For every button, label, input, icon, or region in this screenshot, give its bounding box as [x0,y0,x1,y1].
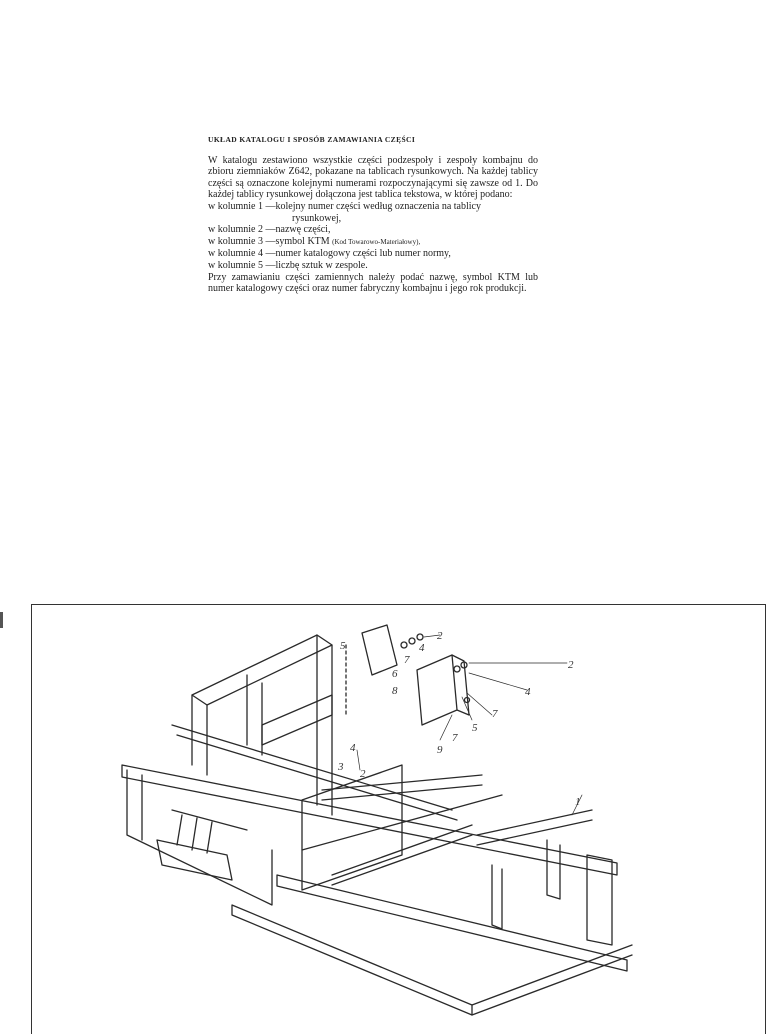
cross-bar-3 [477,810,592,845]
column-4-lead: w kolumnie 4 — [208,248,276,260]
callout-2-mid: 2 [360,768,366,780]
frame-drawing [32,605,766,1034]
column-5-line [208,260,538,272]
callout-6: 6 [392,668,398,680]
column-4-line [208,248,538,260]
callout-9: 9 [437,744,443,756]
intro-paragraph: W katalogu zestawiono wszystkie części podzespoły i zespoły kombajnu do zbioru ziemniaków Z642, pokazane na tablicach rysunkowych. Na każdej tablicy części są oznaczone kolejnymi numerami rozpoczynającymi się zawsze od 1. Do każdej tablicy rysunkowej dołączona jest tablica tekstowa, w której podano: [208,154,538,201]
callout-7-right: 7 [492,708,498,720]
catalog-text [208,134,538,295]
callout-5-top: 5 [340,640,346,652]
step-rungs [177,815,212,853]
closing-paragraph: Przy zamawianiu części zamiennych należy podać nazwę, symbol KTM lub numer katalogowy części oraz numer fabryczny kombajnu i jego rok produkcji. [208,271,538,295]
column-5-lead: w kolumnie 5 — [208,259,276,271]
column-1-lead: w kolumnie 1 — [208,200,276,212]
leader-lines [357,635,567,770]
rail-cross-front-top [472,945,632,1005]
washer-1 [401,642,407,648]
column-4-desc: numer katalogowy części lub numer normy, [275,248,451,260]
callout-4-mid: 4 [350,742,356,754]
upright-right-1 [547,840,560,899]
callout-3: 3 [338,761,344,773]
rail-front [232,905,472,1015]
tower-plate [262,695,332,745]
step-platform [157,840,232,880]
section-heading: UKŁAD KATALOGU I SPOSÓB ZAMAWIANIA CZĘŚCI [208,135,416,144]
frame-drawing-figure [31,604,766,1034]
callout-4-right: 4 [525,686,531,698]
column-3-desc-wrap [276,236,539,249]
tower-mid-posts [247,675,262,755]
callout-5-right: 5 [472,722,478,734]
washer-3 [454,666,460,672]
callout-1: 1 [575,796,581,808]
column-1-continuation: rysunkowej, [292,212,342,224]
callout-8: 8 [392,685,398,697]
upright-right-2 [492,865,502,929]
end-bracket [587,855,612,945]
column-3-desc: symbol KTM [275,235,330,247]
column-1-line [208,201,538,213]
callout-7-top: 7 [404,654,410,666]
column-3-note: (Kod Towarowo-Materiałowy), [332,237,421,246]
cross-bar-1 [172,725,452,810]
column-2-line [208,224,538,236]
nut-1 [417,634,423,640]
column-5-desc: liczbę sztuk w zespole. [275,259,368,271]
box-part [417,655,457,725]
step-rail [172,810,247,830]
callout-7-low: 7 [452,732,458,744]
tower-right-posts [317,635,332,815]
scan-edge-mark [0,612,3,628]
column-2-lead: w kolumnie 2 — [208,224,276,236]
column-3-lead: w kolumnie 3 — [208,235,276,247]
washer-2 [409,638,415,644]
callout-2-right: 2 [568,659,574,671]
column-1-desc: kolejny numer części według oznaczenia na tablicy [275,200,481,212]
rail-cross-front [472,955,632,1015]
callout-2-top: 2 [437,630,443,642]
rail-lower [277,875,627,971]
column-3-line [208,236,538,249]
column-2-desc: nazwę części, [275,224,331,236]
callout-4-top: 4 [419,642,425,654]
